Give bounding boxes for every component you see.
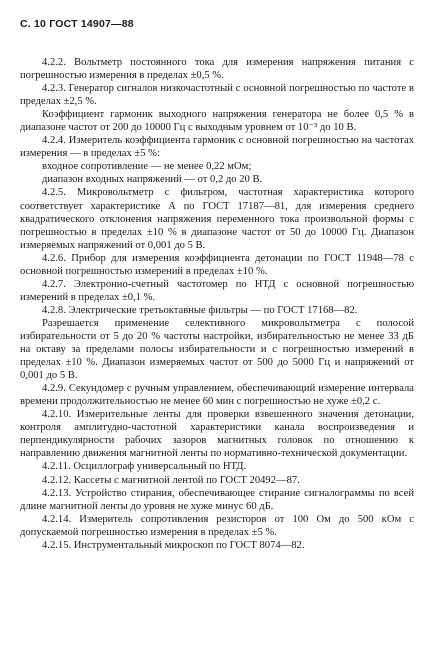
paragraph-4-2-13: 4.2.13. Устройство стирания, обеспечивающее стирание сигналограммы по всей длине магнитной ленты до уровня не хуже минус 60 дБ. [20,487,414,512]
paragraph-4-2-3: 4.2.3. Генератор сигналов низкочастотный с основной погрешностью по частоте в пределах ±2,5 %. [20,83,414,108]
paragraph-4-2-15: 4.2.15. Инструментальный микроскоп по ГОСТ 8074—82. [42,539,305,551]
paragraph-harmonic-coefficient: Коэффициент гармоник выходного напряжения генератора не более 0,5 % в диапазоне частот от 200 до 10000 Гц с выходным уровнем от 10⁻³ до 10 В. [20,109,414,134]
paragraph-input-resistance: входное сопротивление — не менее 0,22 мОм; [42,161,252,173]
paragraph-4-2-12: 4.2.12. Кассеты с магнитной лентой по ГОСТ 20492—87. [42,474,300,486]
paragraph-input-voltage-range: диапазон входных напряжений — от 0,2 до 20 В. [42,174,263,186]
document-body [20,56,414,552]
paragraph-4-2-6: 4.2.6. Прибор для измерения коэффициента детонации по ГОСТ 11948—78 с основной погрешностью измерений в пределах ±10 %. [20,252,414,277]
paragraph-4-2-9: 4.2.9. Секундомер с ручным управлением, обеспечивающий измерение интервала времени продолжительностью не менее 60 мин с погрешностью не хуже ±0,2 с. [20,383,414,408]
paragraph-4-2-2: 4.2.2. Вольтметр постоянного тока для измерения напряжения питания с погрешностью измерения в пределах ±0,5 %. [20,57,414,82]
paragraph-4-2-14: 4.2.14. Измеритель сопротивления резисторов от 100 Ом до 500 кОм с допускаемой погрешностью измерения в пределах ±5 %. [20,513,414,538]
paragraph-selective-microvoltmeter: Разрешается применение селективного микровольтметра с полосой избирательности от 5 до 20 % частоты настройки, избирательностью не менее 33 дБ на октаву за пределами полосы избирательности и с погрешностью измерений в пределах ±10 %. Диапазон измеряемых частот от 500 до 5000 Гц и напряжений от 0,001 до 5 В. [20,317,414,382]
paragraph-4-2-4: 4.2.4. Измеритель коэффициента гармоник с основной погрешностью на частотах измерения — в пределах ±5 %: [20,135,414,160]
paragraph-4-2-10: 4.2.10. Измерительные ленты для проверки взвешенного значения детонации, контроля амплитудно-частотной характеристики канала воспроизведения и перпендикулярности рабочих зазоров магнитных головок по отношению к направлению движения магнитной ленты по нормативно-технической документации. [20,409,414,460]
paragraph-4-2-5: 4.2.5. Микровольтметр с фильтром, частотная характеристика которого соответствует характеристике А по ГОСТ 17187—81, для измерения среднего квадратического отклонения напряжения переменного тока произвольной формы с погрешностью в пределах ±10 % в диапазоне частот от 50 до 10000 Гц. Диапазон измеряемых напряжений от 0,001 до 5 В. [20,187,414,251]
paragraph-4-2-11: 4.2.11. Осциллограф универсальный по НТД. [42,461,247,473]
paragraph-4-2-7: 4.2.7. Электронно-счетный частотомер по НТД с основной погрешностью измерений в пределах ±0,1 %. [20,278,414,303]
paragraph-4-2-8: 4.2.8. Электрические третьоктавные фильтры — по ГОСТ 17168—82. [42,304,358,316]
page-header: С. 10 ГОСТ 14907—88 [20,18,134,30]
